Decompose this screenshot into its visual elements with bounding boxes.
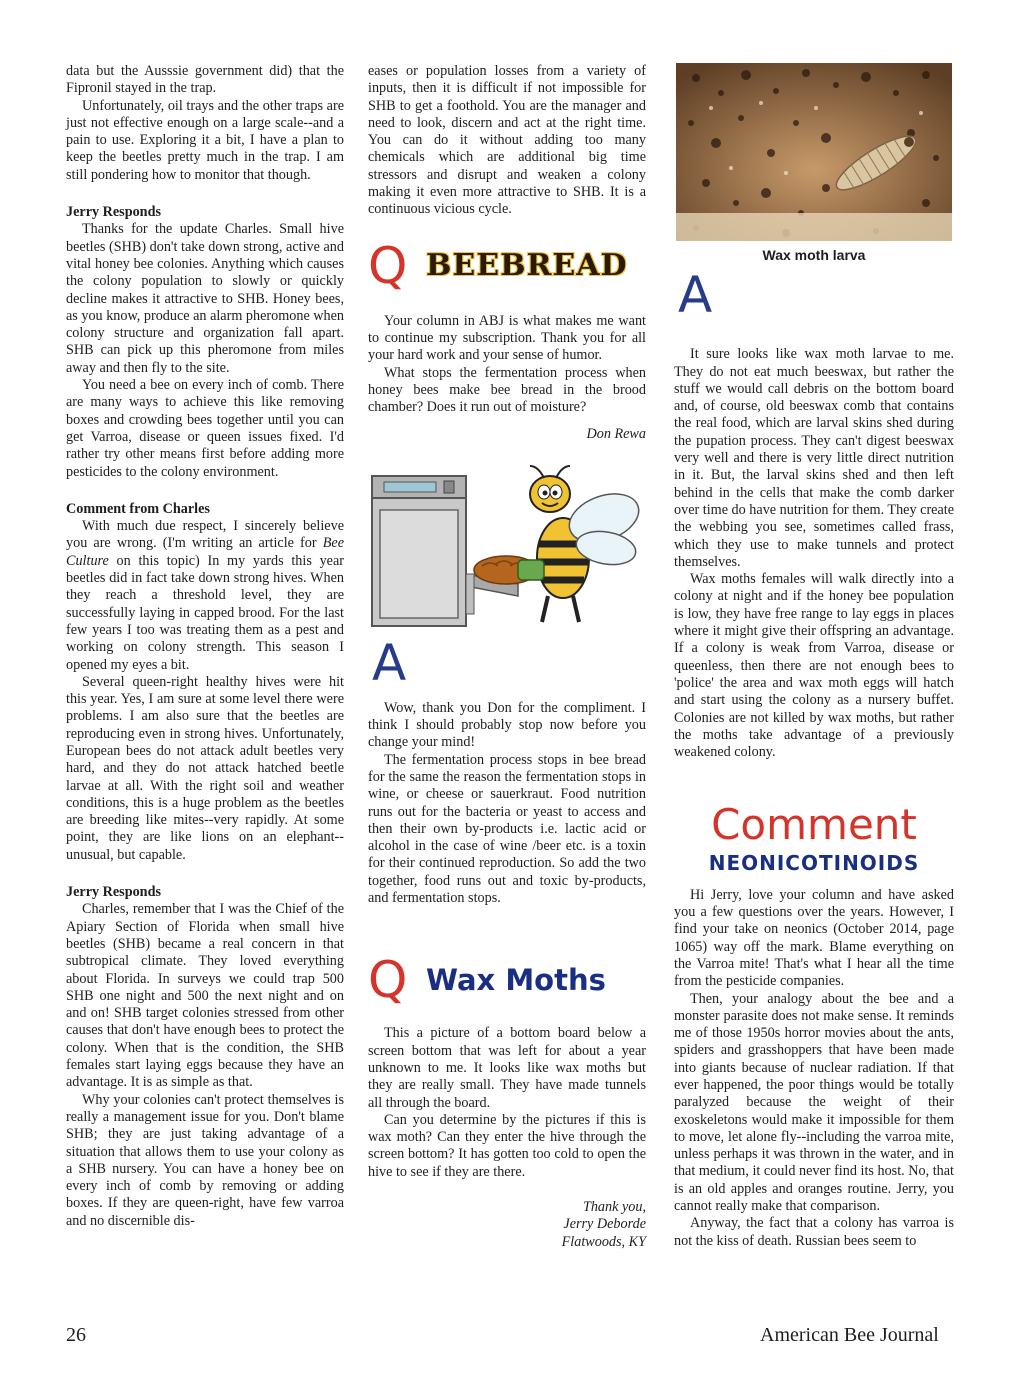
signature: Jerry Deborde	[563, 1216, 646, 1233]
paragraph: Your column in ABJ is what makes me want to continue my subscription. Thank you for all your hard work and your sense of humor.	[368, 312, 646, 364]
question-heading-beebread	[368, 236, 646, 295]
paragraph: Several queen-right healthy hives were hit this year. Yes, I am sure at some level there were problems. I am also sure that the beetles are reproducing even in strong hives. Unfortunately, European bees do not attack adult beetles very hard, and they do not attack hatched beetle larvae at all. With the right soil and weather conditions, this is a huge problem as the beetles are breeding like mites--very rapidly. At some point, they are like lions on an elephant--unusual, but capable.	[66, 673, 344, 863]
paragraph: Charles, remember that I was the Chief of the Apiary Section of Florida when small hive beetles (SHB) became a real concern in that subtropical climate. They loved everything about Florida. In surveys we could trap 500 SHB one night and 500 the next night and on and on! SHB target colonies stressed from other causes that don't have enough bees to protect the colony. When that is the condition, the SHB females start laying eggs because they have an advantage. It is as simple as that.	[66, 901, 344, 1091]
paragraph: Wow, thank you Don for the compliment. I think I should probably stop now before you change your mind!	[368, 699, 646, 751]
paragraph: Wax moths females will walk directly into a colony at night and if the honey bee population is low, they have free range to lay eggs in places where it might give their offspring an advantage. If a colony is weak from Varroa, disease or queenless, then there are not enough bees to 'police' the area and wax moth eggs will hatch and start using the colony as a nursery buffet. Colonies are not killed by wax moths, but rather the moths take advantage of a previously weakened colony.	[674, 571, 954, 761]
paragraph: eases or population losses from a variety of inputs, then it is difficult if not impossible for SHB to get a foothold. You are the manager and need to look, discern and act at the right time. You can do it without adding too many chemicals which are additional big time stressors and disrupt and weaken a colony making it even more attractive to SHB. It is a continuous vicious cycle.	[368, 63, 646, 218]
paragraph: Then, your analogy about the bee and a monster parasite does not make sense. It reminds me of those 1950s horror movies about the ants, spiders and grasshoppers that have been made into giants because of nuclear radiation. If that ever happened, the poor things would be totally paralyzed because the weight of their exoskeletons would make it impossible for them to move, let alone fly--including the varroa mite, unless perhaps it was thrown in the water, and in that medium, it could never find its host. No, that is an old apples and oranges routine. Jerry, you cannot really make that comparison.	[674, 990, 954, 1215]
paragraph: With much due respect, I sincerely believe you are wrong. (I'm writing an article for Bee Culture on this topic) In my yards this year beetles did in fact take down strong hives. When they reach a threshold level, they are successfully laying in capped brood. For the last few years I too was treating them as a pest and working on colony strength. This season I opened my eyes a bit.	[66, 518, 344, 673]
question-title: Wax Moths	[426, 962, 606, 997]
paragraph: Hi Jerry, love your column and have asked you a few questions over the years. However, I find your take on neonics (October 2014, page 1065) way off the mark. Blame everything on the Varroa mite! That's what I hear all the time from the pesticide companies.	[674, 886, 954, 990]
paragraph: Can you determine by the pictures if this is wax moth? Can they enter the hive through the screen bottom? It has gotten too cold to open the hive to see if they are there.	[368, 1111, 646, 1180]
column-middle	[368, 63, 646, 1251]
signature: Flatwoods, KY	[561, 1233, 646, 1250]
question-heading-wax-moths	[368, 951, 646, 1010]
answer-letter: A	[372, 633, 407, 692]
paragraph: The fermentation process stops in bee bread for the same the reason the fermentation stops in wine, or cheese or sauerkraut. Food nutrition runs out for the bacteria or yeast to access and then their own by-products i.e. lactic acid or alcohol in the case of wine /beer etc. is a toxin for their continued reproduction. So add the two together, food runs out and toxic by-products, and fermentation stops.	[368, 751, 646, 907]
paragraph: It sure looks like wax moth larvae to me. They do not eat much beeswax, but rather the stuff we would call debris on the bottom board and, of course, old beeswax comb that contains the real food, which are larval skins shed during the pupation process. They can't digest beeswax very well and there is very little direct nutrition in it. But, the larval skins shed and then left behind in the cells that make the comb darker over time do have nutrition for them. They create the webbing you see, sometimes called frass, which they use to make tunnels and protect themselves.	[674, 346, 954, 570]
section-heading: Comment from Charles	[66, 500, 210, 517]
paragraph: data but the Ausssie government did) that the Fipronil stayed in the trap.	[66, 63, 344, 97]
bee-oven-illustration	[368, 462, 646, 632]
question-letter: Q	[368, 951, 408, 1010]
paragraph: Anyway, the fact that a colony has varroa is not the kiss of death. Russian bees seem to	[674, 1215, 954, 1249]
paragraph: What stops the fermentation process when honey bees make bee bread in the brood chamber? Does it run out of moisture?	[368, 364, 646, 416]
comment-title: NEONICOTINOIDS	[708, 851, 920, 876]
section-heading: Jerry Responds	[66, 204, 161, 221]
column-right	[674, 63, 954, 1250]
publication-name: Bee Culture	[66, 535, 344, 569]
signature: Thank you,	[582, 1198, 646, 1215]
paragraph: You need a bee on every inch of comb. There are many ways to achieve this like removing boxes and crowding bees together until you can get Varroa, disease or queen issues fixed. I'd rather try other means first before adding more pesticides to the colony environment.	[66, 377, 344, 480]
paragraph: Unfortunately, oil trays and the other traps are just not effective enough on a large scale--and a pain to use. Exploring it a bit, I have a plan to keep the beetles pretty much in the trap. I am still pondering how to monitor that though.	[66, 97, 344, 183]
comment-heading: Comment	[711, 800, 917, 850]
signature: Don Rewa	[586, 426, 646, 443]
page-number: 26	[66, 1324, 86, 1346]
column-left	[66, 63, 344, 1230]
paragraph: Why your colonies can't protect themselves is really a management issue for you. Don't blame SHB; they are just taking advantage of a situation that allows them to use your colony as a SHB nursery. You can have a honey bee on every inch of comb by removing or adding boxes. If they are queen-right, have few varroa and no discernible dis-	[66, 1091, 344, 1229]
paragraph: This a picture of a bottom board below a screen bottom that was left for about a year unknown to me. It looks like wax moths but they are really small. They have made tunnels all through the board.	[368, 1025, 646, 1111]
wax-moth-larva-photo	[676, 63, 952, 241]
paragraph: Thanks for the update Charles. Small hive beetles (SHB) don't take down strong, active and vital honey bee colonies. Anything which causes the colony population to slowly or quickly decline makes it attractive to SHB. Honey bees, as you know, produce an alarm pheromone when colony structure and organization fall apart. SHB can pick up this pheromone from miles away and then fly to the site.	[66, 221, 345, 376]
question-letter: Q	[368, 236, 408, 295]
answer-letter: A	[678, 266, 713, 325]
section-heading: Jerry Responds	[66, 884, 161, 901]
journal-name: American Bee Journal	[760, 1324, 939, 1346]
photo-caption: Wax moth larva	[762, 247, 866, 263]
larva-image	[676, 63, 952, 241]
question-title: BEEBREAD	[426, 248, 628, 284]
